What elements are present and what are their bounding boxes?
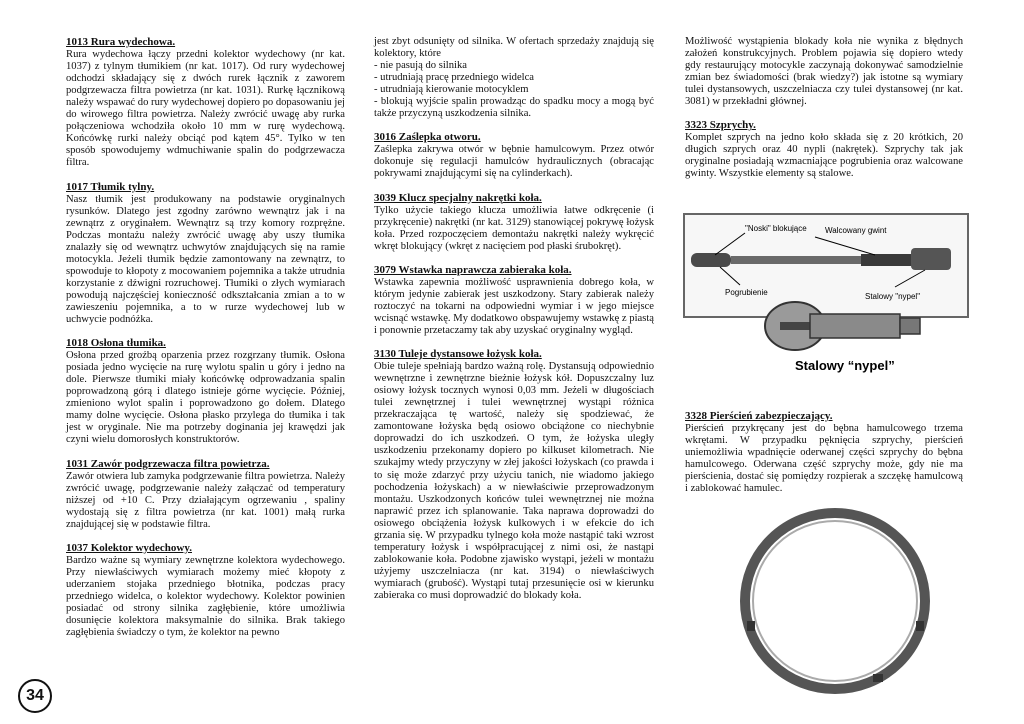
section-title: 3039 Klucz specjalny nakrętki koła. [374,191,542,204]
column-left [66,36,345,650]
label-nypel-big: Stalowy “nypel” [795,358,895,373]
section-title: 3130 Tuleje dystansowe łożysk koła. [374,348,542,361]
ring-screw-hole [916,621,924,631]
section-text: Komplet szprych na jedno koło składa się z 20 krótkich, 20 długich szprych oraz 40 nypli (nakrętek). Szprychy tak jak oryginalne posiadają wzmacniające pogrubienia oraz walcowane gwinty. Wszystkie elementy są stalowe. [685,132,963,180]
section-text: Wstawka zapewnia możliwość usprawnienia dobrego koła, w którym jedynie zabierak jest uszkodzony. Stary zabierak należy roztoczyć na tokarni na odpowiedni wymiar i w jego miejsce wcisnąć wstawkę. My dodatkowo obspawujemy wstawkę z piastą i ponownie przetaczamy tak aby uzyskać oryginalny wygląd. [374,276,654,336]
nypel-shape [911,248,951,270]
ring-illustration [738,506,933,696]
section-text: Pierścień przykręcany jest do bębna hamulcowego trzema wkrętami. W przypadku pęknięcia szprychy, pierścień uniemożliwia wpadnięcie oderwanej części szprychy do bębna hamulcowego. Oderwana część szprychy może, gdy nie ma pierścienia, dostać się pomiędzy rozpierak a szczękę hamulcową i zablokować hamulec. [685,423,963,495]
ring-outer [745,513,925,689]
section-text: Nasz tłumik jest produkowany na podstawie oryginalnych rysunków. Dlatego jest zgodny zarówno wewnątrz jak i na zewnątrz z oryginałem. Wewnątrz są trzy komory rozprężne. Podczas montażu należy zwrócić uwagę aby uszy tłumika znalazły się od wewnątrz uchwytów znajdujących się na ramie motocykla. Jeżeli tłumik będzie zamontowany na zewnątrz, to spowoduje to kłopoty z mocowaniem pojemnika a także utrudnia korzystanie z dźwigni rozruchowej. Tłumiki o złych wymiarach powodują najczęściej konieczność odkształcania zmian a to w zawieszeniu pojemnika, a to w rurze wydechowej lub w uchwycie podnóżka. [66,193,345,326]
column-middle [374,36,654,613]
continuation-text: jest zbyt odsunięty od silnika. W ofertach sprzedaży znajdują się kolektory, które [374,36,654,60]
section-text: Rura wydechowa łączy przedni kolektor wydechowy (nr kat. 1037) z tylnym tłumikiem (nr kat. 1017). Od rury wydechowej odchodzi składający się z dwóch rurek łącznik z zaworem podgrzewacza filtra powietrza (nr kat. 1031). Rurkę łącznikową należy wspawać do rury wydechowej dopiero po dopasowaniu jej do wirowego filtra powietrza. Należy zwrócić uwagę aby rurka połączeniowa wchodziła około 10 mm w rurę wydechową. Końcówkę rurki należy obciąć pod kątem 45°. Tylko w ten sposób spowodujemy wdmuchiwanie spalin do podgrzewacza filtra. [66,49,345,169]
section-title: 1013 Rura wydechowa. [66,36,176,48]
label-pogrubienie: Pogrubienie [725,288,768,297]
list-item: - utrudniają pracę przedniego widelca [374,72,535,84]
section-title: 1037 Kolektor wydechowy. [66,541,192,554]
list-item: - utrudniają kierowanie motocyklem [374,84,529,96]
nypel-figure [755,298,935,388]
nypel-body [810,314,900,338]
section-title: 1018 Osłona tłumika. [66,337,166,350]
section-title: 3323 Szprychy. [685,119,756,132]
label-nypel-small: Stalowy "nypel" [865,292,921,301]
spoke-head [691,253,731,267]
section-text: Tylko użycie takiego klucza umożliwia łatwe odkręcenie (i przykręcenie) nakrętki (nr kat. 3129) stanowiącej pokrywę łożysk koła. Przed rozpoczęciem demontażu nakrętki należy wykręcić wkręt blokujący (wkręt z nacięciem pod płaski śrubokręt). [374,204,654,252]
continuation-text: Możliwość wystąpienia blokady koła nie wynika z błędnych założeń konstrukcyjnych. Problem pojawia się dopiero wtedy gdy restaurujący motocykle zaczynają dokonywać samodzielnie zmian bez świadomości (brak wiedzy?) jak istotne są wymiary tulei dystansowych, uszczelniacza czy tulei dystansowej (nr kat. 3081) w przekładni głównej. [685,36,963,108]
spoke-thread [861,254,911,266]
page-number: 34 [18,679,52,713]
label-gwint: Walcowany gwint [825,226,887,235]
section-text: Osłona przed groźbą oparzenia przez rozgrzany tłumik. Osłona posiada jedno wycięcie na rurę wylotu spalin u góry i jedno na dole. Pierwsze tłumiki miały końcówkę odprowadzania spalin poprowadzoną górą i dlatego istnieje górne wycięcie. Później, zmieniono wylot spalin i poprowadzono go dołem. Dlatego mamy dolne wycięcie. Osłona płasko przylega do tłumika i tak jest w oryginale. Nie ma potrzeby doginania jej krawędzi jak czyni wielu domorosłych konstruktorów. [66,350,345,446]
section-title: 3328 Pierścień zabezpieczający. [685,410,833,422]
ring-figure [738,506,933,696]
spoke-shaft [731,256,861,264]
section-title: 3079 Wstawka naprawcza zabieraka koła. [374,263,572,276]
section-title: 1017 Tłumik tylny. [66,180,155,193]
ring-screw-hole [873,674,883,682]
nypel-illustration [755,298,935,388]
section-title: 1031 Zawór podgrzewacza filtra powietrza. [66,457,270,470]
ring-screw-hole [747,621,755,631]
label-noski: "Noski" blokujące [745,224,807,233]
column-right-lower [685,410,963,506]
section-text: Obie tuleje spełniają bardzo ważną rolę. Dystansują odpowiednio wewnętrzne i zewnętrzne bieżnie łożysk kół. Dopuszczalny luz osiowy łożysk tocznych wynosi 0,03 mm. Jeżeli w długościach tulei zewnętrznej i tulei wewnętrznej wystąpi różnica przekraczająca tę wartość, należy się spodziewać, że zamontowane łożyska będą osiowo obciążone co niechybnie doprowadzi do ich uszkodzeń. O tym, że łożyska uległy uszkodzeniu przekonamy dopiero po kilkuset kilometrach. Nie szukajmy wtedy przyczyny w złej jakości łożyskach (co prawda i to się może zdarzyć przy użyciu tanich, nie wiadomo jakiego pochodzenia łożyskach) a w niewłaściwie przeprowadzonym montażu. Uszkodzonych końców tulei wewnętrznej nie można naprawić przez ich splanowanie. Taka naprawa doprowadzi do osiowego obciążenia łożysk kulkowych i w efekcie do ich grzania się. W przypadku tylnego koła może nastąpić taki wzrost temperatury łożysk i współpracującej z nimi osi, że nastąpi zablokowanie koła. Podobne zjawisko wystąpi, jeżeli w montażu użyjemy uszczelniacza (nr kat. 3194) o niewłaściwych wymiarach (grubość). Wystąpi tutaj przesunięcie osi w kierunku zabieraka co musi doprowadzić do blokady koła. [374,361,654,601]
column-right [685,36,963,192]
nypel-slot [780,322,810,330]
section-text: Bardzo ważne są wymiary zewnętrzne kolektora wydechowego. Przy niewłaściwych wymiarach możemy mieć kłopoty z uderzaniem stojaka przedniego błotnika, podczas pracy przedniego widelca, o kolektor wydechowy. Kolektor powinien posiadać od strony silnika zagłębienie, które umożliwia dosunięcie kolektora maksymalnie do silnika. Brak takiego zagłębienia świadczy o tym, że kolektor na pewno [66,554,345,639]
section-text: Zaślepka zakrywa otwór w bębnie hamulcowym. Przez otwór dokonuje się regulacji hamulców hydraulicznych (obracając pokrywami znajdującymi się na cylinderkach). [374,144,654,180]
section-title: 3016 Zaślepka otworu. [374,131,481,144]
ring-inner-edge [753,521,917,681]
list-item: - blokują wyjście spalin prowadząc do spadku mocy a mogą być także przyczyną uszkodzenia silnika. [374,96,654,120]
list-item: - nie pasują do silnika [374,60,467,72]
section-text: Zawór otwiera lub zamyka podgrzewanie filtra powietrza. Należy zwrócić uwagę, podgrzewanie należy załączać od temperatury niższej od +10 C. Przy działającym ogrzewaniu , spaliny wydostają się z filtra powietrza (nr kat. 1001) małą rurka znajdującej się w podstawie filtra. [66,470,345,530]
